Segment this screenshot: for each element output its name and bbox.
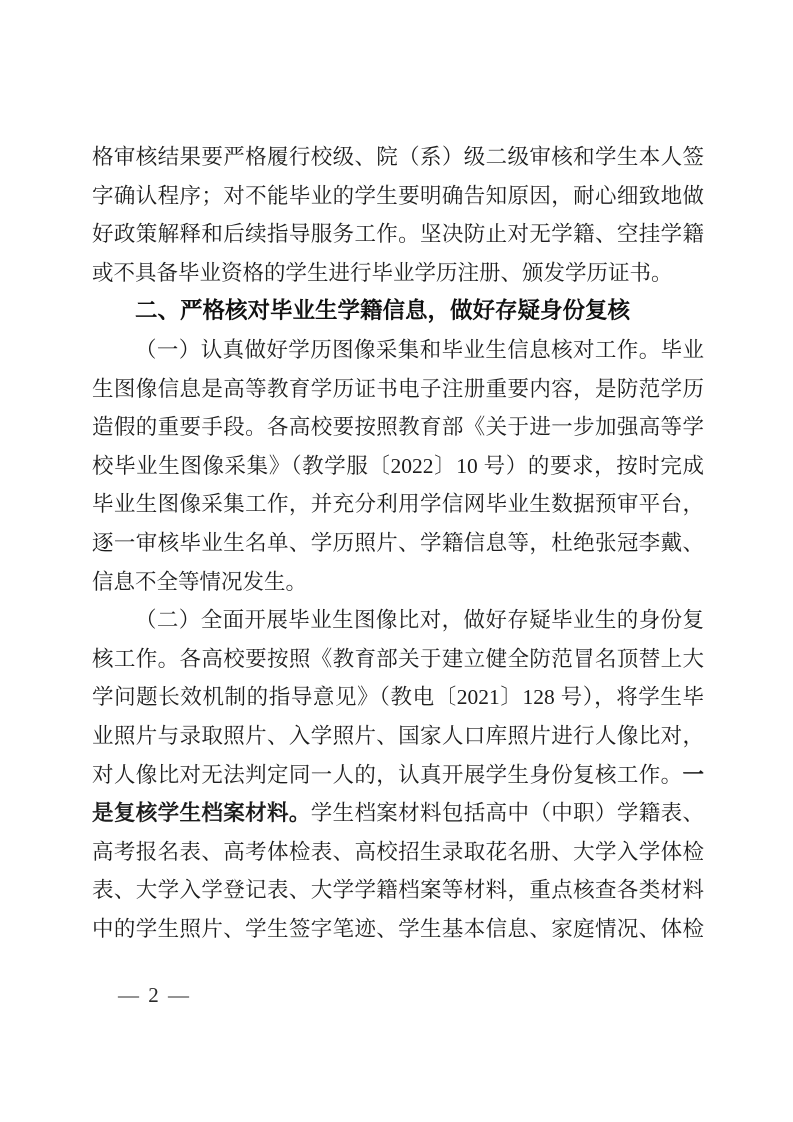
bold-text-segment: 是复核学生档案材料。 xyxy=(92,801,311,826)
text-segment: 毕业生图像采集工作，并充分利用学信网毕业生数据预审平台， xyxy=(92,492,704,517)
text-line xyxy=(92,138,704,177)
text-segment: （一）认真做好学历图像采集和毕业生信息核对工作。毕业 xyxy=(135,337,704,362)
text-line xyxy=(92,254,704,293)
text-segment: 字确认程序；对不能毕业的学生要明确告知原因，耐心细致地做 xyxy=(92,183,704,208)
text-segment: 学问题长效机制的指导意见》（教电〔2021〕128 号），将学生毕 xyxy=(92,685,704,710)
text-line xyxy=(92,678,704,717)
text-segment: 逐一审核毕业生名单、学历照片、学籍信息等，杜绝张冠李戴、 xyxy=(92,530,704,555)
text-segment: 生图像信息是高等教育学历证书电子注册重要内容，是防范学历 xyxy=(92,376,704,401)
text-line xyxy=(92,447,704,486)
bold-text-segment: 一 xyxy=(682,762,704,787)
document-body xyxy=(92,138,704,948)
text-segment: 核工作。各高校要按照《教育部关于建立健全防范冒名顶替上大 xyxy=(92,646,704,671)
text-line xyxy=(92,524,704,563)
section-heading xyxy=(92,292,704,331)
page-number: — 2 — xyxy=(118,983,189,1007)
text-segment: 好政策解释和后续指导服务工作。坚决防止对无学籍、空挂学籍 xyxy=(92,222,704,247)
text-line xyxy=(92,177,704,216)
text-segment: （二）全面开展毕业生图像比对，做好存疑毕业生的身份复 xyxy=(135,608,704,633)
text-segment: 或不具备毕业资格的学生进行毕业学历注册、颁发学历证书。 xyxy=(92,260,673,285)
text-line xyxy=(92,370,704,409)
text-segment: 对人像比对无法判定同一人的，认真开展学生身份复核工作。 xyxy=(92,762,683,787)
text-segment: 表、大学入学登记表、大学学籍档案等材料，重点核查各类材料 xyxy=(92,878,704,903)
text-line xyxy=(92,408,704,447)
text-line xyxy=(92,794,704,833)
text-line xyxy=(92,215,704,254)
text-segment: 校毕业生图像采集》（教学服〔2022〕10 号）的要求，按时完成 xyxy=(92,453,704,478)
text-segment: 信息不全等情况发生。 xyxy=(92,569,308,594)
text-segment: 格审核结果要严格履行校级、院（系）级二级审核和学生本人签 xyxy=(92,145,704,169)
text-line xyxy=(92,331,704,370)
text-line xyxy=(92,833,704,872)
bold-text-segment: 二、严格核对毕业生学籍信息，做好存疑身份复核 xyxy=(135,298,631,324)
text-line xyxy=(92,756,704,795)
text-segment: 学生档案材料包括高中（中职）学籍表、 xyxy=(310,801,704,826)
text-segment: 业照片与录取照片、入学照片、国家人口库照片进行人像比对， xyxy=(92,723,704,748)
text-line xyxy=(92,871,704,910)
text-segment: 高考报名表、高考体检表、高校招生录取花名册、大学入学体检 xyxy=(92,839,704,864)
text-line xyxy=(92,910,704,949)
text-segment: 中的学生照片、学生签字笔迹、学生基本信息、家庭情况、体检 xyxy=(92,916,704,941)
text-line xyxy=(92,563,704,602)
text-line xyxy=(92,640,704,679)
text-line xyxy=(92,601,704,640)
text-line xyxy=(92,485,704,524)
text-segment: 造假的重要手段。各高校要按照教育部《关于进一步加强高等学 xyxy=(92,415,704,440)
text-line xyxy=(92,717,704,756)
